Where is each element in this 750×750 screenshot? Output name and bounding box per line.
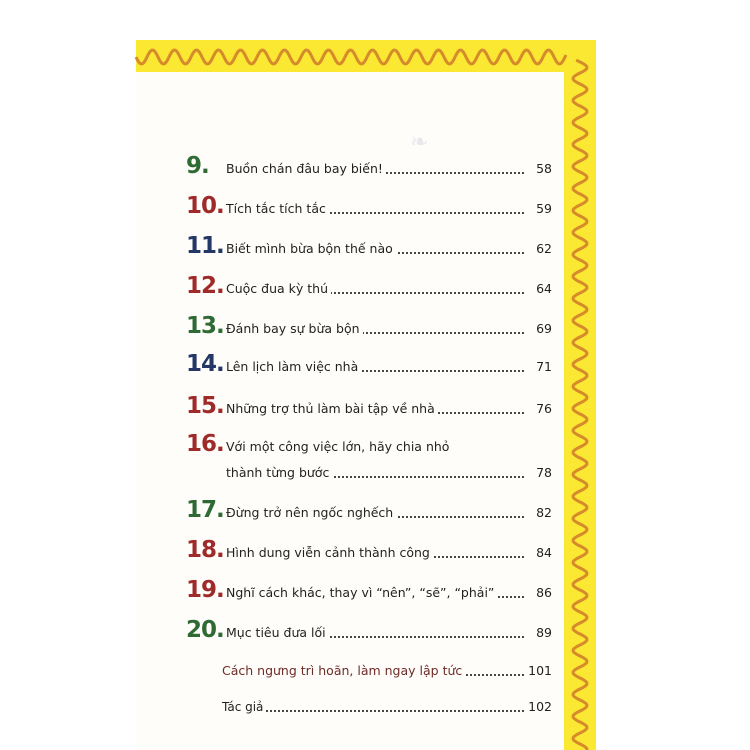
toc-row-13[interactable] [186,306,552,340]
chapter-number: 17. [186,497,224,523]
chapter-title: Lên lịch làm việc nhà [226,359,361,374]
toc-row-15[interactable] [186,386,552,420]
toc-row-9[interactable] [186,146,552,180]
toc-row-19[interactable] [186,570,552,604]
chapter-number: 14. [186,351,224,377]
chapter-title-line-1: Với một công việc lớn, hãy chia nhỏ [226,439,452,454]
chapter-number: 15. [186,393,224,419]
toc-row-18[interactable] [186,530,552,564]
toc-row-author[interactable] [186,684,552,718]
dot-leader [222,710,524,712]
page-number: 101 [525,663,552,678]
toc-row-10[interactable] [186,186,552,220]
chapter-title: Những trợ thủ làm bài tập về nhà [226,401,438,416]
chapter-number: 11. [186,233,224,259]
page-number: 84 [533,545,552,560]
chapter-number: 20. [186,617,224,643]
toc-row-20[interactable] [186,610,552,644]
chapter-title: Buồn chán đâu bay biến! [226,161,386,176]
toc-row-16[interactable] [186,431,552,484]
chapter-title: Đánh bay sự bừa bộn [226,321,363,336]
chapter-title: Tích tắc tích tắc [226,201,329,216]
right-wavy-line [564,40,596,750]
author-section-title: Tác giả [222,700,266,714]
page-number: 76 [533,401,552,416]
chapter-number: 12. [186,273,224,299]
top-wavy-line [136,40,596,72]
chapter-title: Nghĩ cách khác, thay vì “nên”, “sẽ”, “phải” [226,585,497,600]
page-number: 58 [533,161,552,176]
page-number: 59 [533,201,552,216]
chapter-title-line-2: thành từng bước [226,465,332,480]
page-number: 89 [533,625,552,640]
page-number: 86 [533,585,552,600]
toc-row-17[interactable] [186,490,552,524]
chapter-number: 18. [186,537,224,563]
toc-row-11[interactable] [186,226,552,260]
page-number: 62 [533,241,552,256]
chapter-title: Đừng trở nên ngốc nghếch [226,505,396,520]
chapter-number: 16. [186,431,224,457]
page-number: 78 [533,465,552,480]
toc-row-12[interactable] [186,266,552,300]
chapter-title: Cuộc đua kỳ thú [226,281,331,296]
chapter-title: Biết mình bừa bộn thế nào [226,241,396,256]
page-number: 69 [533,321,552,336]
extra-section-title: Cách ngưng trì hoãn, làm ngay lập tức [222,663,465,678]
chapter-number: 13. [186,313,224,339]
chapter-title: Mục tiêu đưa lối [226,625,329,640]
page-number: 64 [533,281,552,296]
toc-row-14[interactable] [186,344,552,378]
show-through-decoration: ❧ [410,130,429,155]
chapter-title: Hình dung viễn cảnh thành công [226,545,433,560]
chapter-number: 19. [186,577,224,603]
chapter-number: 10. [186,193,224,219]
chapter-number: 9. [186,153,209,179]
page-number: 71 [533,359,552,374]
page-number: 82 [533,505,552,520]
toc-row-extra[interactable] [186,648,552,682]
page-number: 102 [525,699,552,714]
